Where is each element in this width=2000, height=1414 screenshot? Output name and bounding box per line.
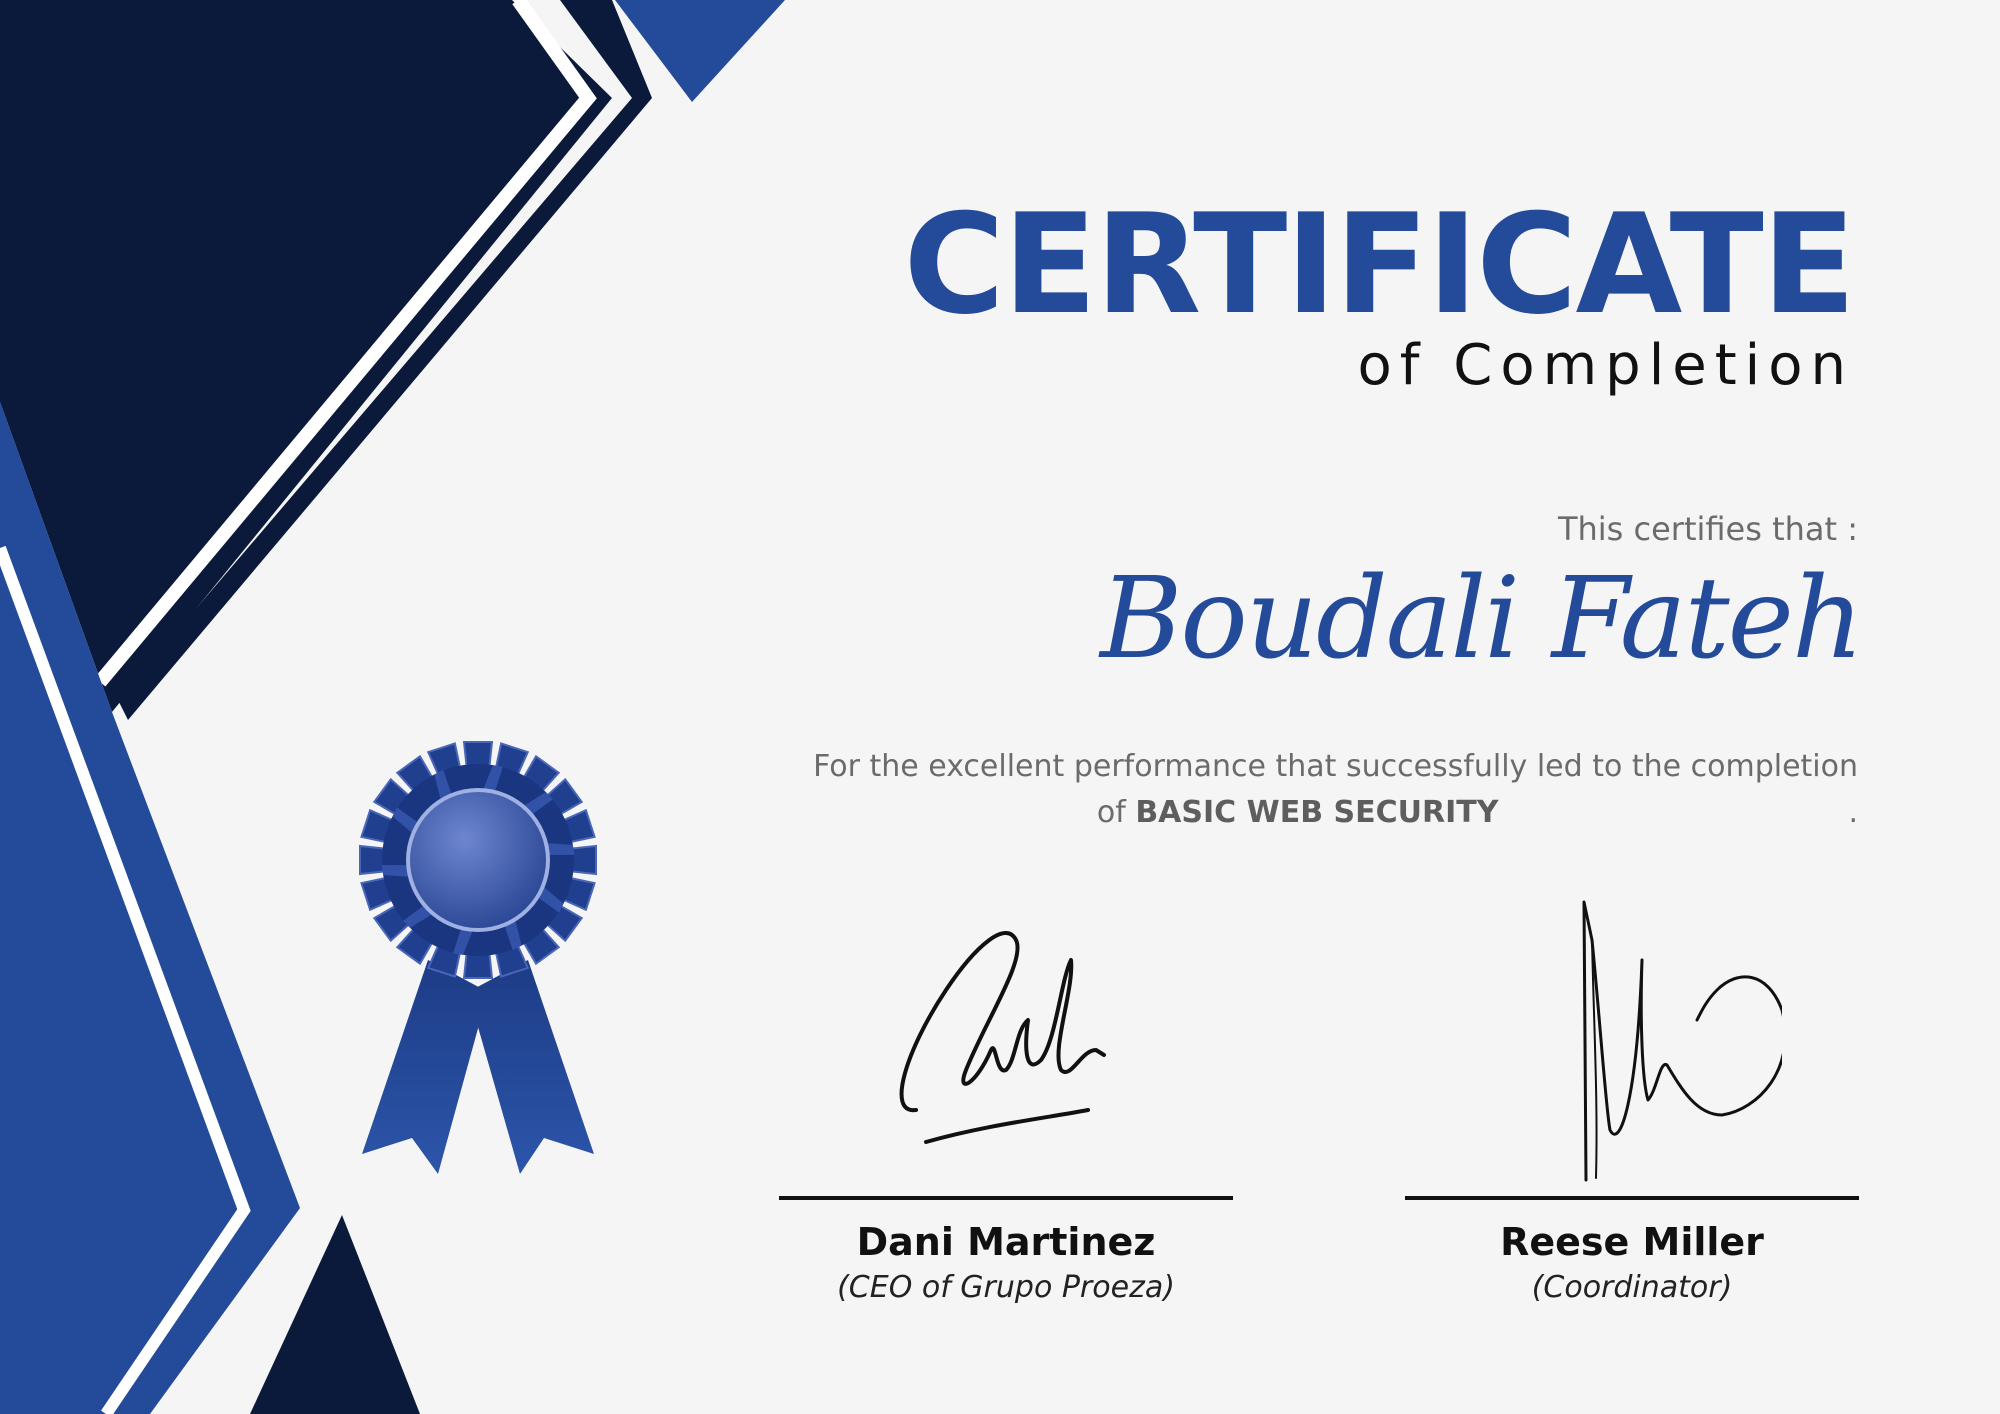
signatory-role-1: (CEO of Grupo Proeza) bbox=[837, 1270, 1175, 1305]
signatory-name-2: Reese Miller bbox=[1500, 1220, 1764, 1264]
course-name: BASIC WEB SECURITY bbox=[1135, 795, 1499, 830]
signatory-role-2: (Coordinator) bbox=[1531, 1270, 1733, 1305]
description-line1: For the excellent performance that successfully led to the completion bbox=[813, 749, 1858, 784]
description-of: of bbox=[1096, 795, 1126, 830]
certifies-label: This certifies that : bbox=[1557, 510, 1858, 548]
navy-panel-top-left bbox=[0, 0, 612, 712]
certificate-title: CERTIFICATE bbox=[903, 184, 1854, 345]
signature-line-2 bbox=[1405, 1196, 1859, 1200]
award-rosette-icon bbox=[350, 730, 610, 1180]
signatory-name-1: Dani Martinez bbox=[856, 1220, 1156, 1264]
description-end: . bbox=[1848, 795, 1858, 830]
description bbox=[658, 744, 1858, 836]
signature-line-1 bbox=[779, 1196, 1233, 1200]
signature-dani-martinez bbox=[856, 900, 1156, 1160]
recipient-name: Boudali Fateh bbox=[1100, 554, 1862, 684]
signature-reese-miller bbox=[1482, 900, 1782, 1190]
navy-triangle-bottom bbox=[250, 1215, 420, 1414]
signatory-1 bbox=[779, 900, 1233, 1305]
certificate-subtitle: of Completion bbox=[1357, 333, 1854, 398]
signatory-2 bbox=[1405, 900, 1859, 1305]
